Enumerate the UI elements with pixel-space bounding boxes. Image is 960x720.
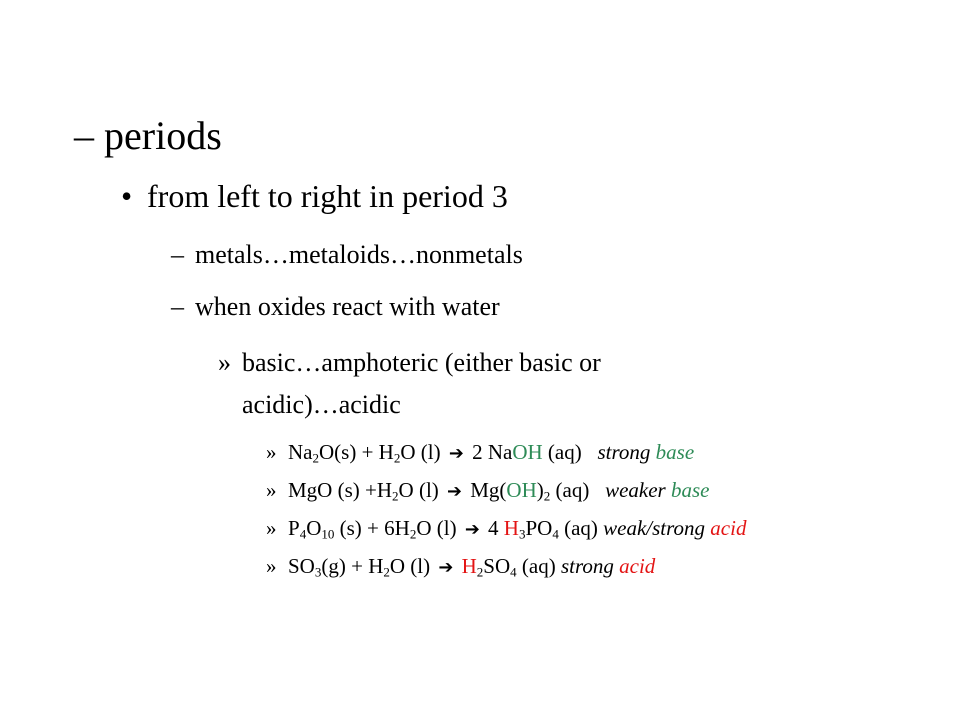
raquo-bullet: » <box>266 554 277 578</box>
reaction-sulfur-trioxide: $SO_3(g) + H_2O$ (l) ➔ $H_2SO_4$ (aq) strong acid <box>288 554 656 580</box>
period3-item: from left to right in period 3 <box>147 178 508 214</box>
arrow-icon: ➔ <box>447 481 462 502</box>
dot-bullet: • <box>121 178 133 214</box>
dash-bullet: – <box>171 240 184 269</box>
arrow-icon: ➔ <box>438 557 454 578</box>
oxides-item: when oxides react with water <box>195 292 500 321</box>
raquo-bullet: » <box>266 478 277 502</box>
reaction-label: weak/strong acid <box>603 516 747 540</box>
basic-acidic-line1: basic…amphoteric (either basic or <box>242 348 601 377</box>
heading-periods: periods <box>104 113 222 158</box>
arrow-icon: ➔ <box>448 443 464 464</box>
dash-bullet: – <box>171 292 184 321</box>
arrow-icon: ➔ <box>464 519 480 540</box>
reaction-magnesium-oxide: MgO $(s) +H_2O$ (l) ➔ $Mg(OH)_2$ (aq) weaker base <box>288 478 710 504</box>
reaction-label: weaker base <box>605 478 710 502</box>
raquo-bullet: » <box>266 516 277 540</box>
raquo-bullet: » <box>218 348 231 377</box>
metals-item: metals…metaloids…nonmetals <box>195 240 523 269</box>
reaction-phosphorus-oxide: $P_4O_{10}$ $(s) + 6H_2O$ (l) ➔ 4 $H_3PO_4$ (aq) weak/strong acid <box>288 516 747 542</box>
dash-bullet: – <box>74 113 94 158</box>
reaction-label: strong base <box>597 440 695 464</box>
reaction-sodium-oxide: $Na_2O(s) + H_2O$ (l) ➔ 2 NaOH (aq) strong base <box>288 440 695 466</box>
reaction-label: strong acid <box>560 554 656 578</box>
raquo-bullet: » <box>266 440 277 464</box>
basic-acidic-line2: acidic)…acidic <box>242 390 401 419</box>
